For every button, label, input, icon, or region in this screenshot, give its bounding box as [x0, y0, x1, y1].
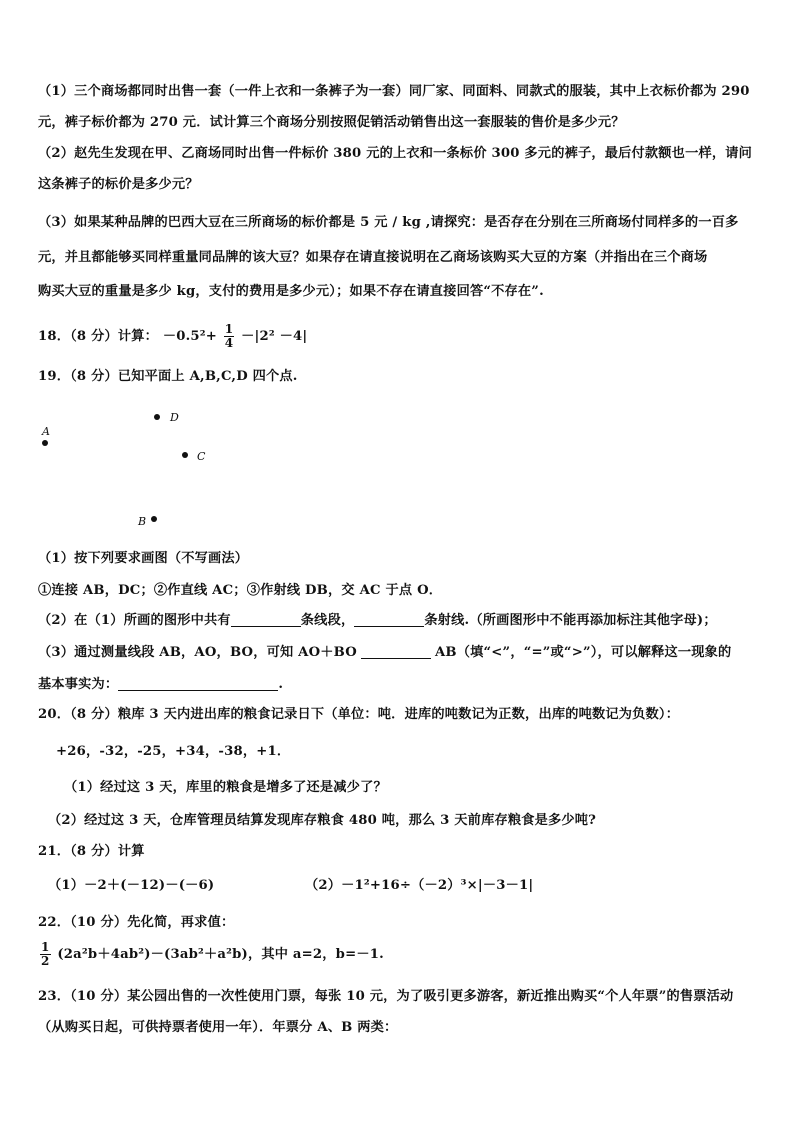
q21-expr2: （2）－1²+16÷（－2）³×|－3－1|: [305, 878, 534, 893]
q18-fraction: [224, 323, 235, 350]
answer-blank-segments[interactable]: [231, 612, 301, 627]
q18-expr-post: －|2² －4|: [241, 329, 308, 344]
q20-sub2: （2）经过这 3 天，仓库管理员结算发现库存粮食 480 吨，那么 3 天前库存粮食是多少吨?: [48, 813, 597, 828]
q20-sub1: （1）经过这 3 天，库里的粮食是增多了还是减少了？: [64, 780, 387, 795]
q19-sub2-post: 条射线.（所画图形中不能再添加标注其他字母)；: [424, 613, 717, 628]
q19-sub3-b: [38, 676, 764, 694]
q22-frac-num: 1: [41, 940, 50, 954]
point-label-c: C: [197, 450, 206, 463]
q18-line: [38, 323, 764, 350]
q19-sub3-b-post: .: [278, 677, 284, 692]
q17-part2-line2: 这条裤子的标价是多少元？: [38, 177, 199, 192]
q22-heading: 22．（10 分）先化简，再求值：: [38, 915, 235, 930]
q18-heading: 18．（8 分）计算：: [38, 329, 159, 344]
answer-blank-fact[interactable]: [118, 676, 278, 691]
q19-sub3: [38, 644, 764, 662]
q17-part1-line2: 元，裤子标价都为 270 元．试计算三个商场分别按照促销活动销售出这一套服装的售价是多少元？: [38, 115, 625, 130]
answer-blank-rays[interactable]: [354, 612, 424, 627]
q23-line2: （从购买日起，可供持票者使用一年）．年票分 A、B 两类：: [38, 1020, 398, 1035]
q20-data: +26，-32，-25，+34，-38，+1．: [56, 744, 291, 759]
q19-sub3-b-pre: 基本事实为：: [38, 677, 119, 692]
q21-expr1: （1）－2＋(－12)－(－6): [48, 878, 215, 893]
q19-heading: 19．（8 分）已知平面上 A,B,C,D 四个点.: [38, 369, 298, 384]
point-a-dot: [42, 440, 48, 446]
point-c-dot: [182, 452, 188, 458]
point-label-d: D: [170, 411, 179, 424]
q17-part3-line2: 元，并且都能够买同样重量同品牌的该大豆？如果存在请直接说明在乙商场该购买大豆的方案（并指出在三个商场: [38, 250, 708, 265]
q22-expr-line: [38, 940, 764, 970]
q18-frac-den: 4: [224, 336, 234, 350]
q17-part3-line1: （3）如果某种品牌的巴西大豆在三所商场的标价都是 5 元 / kg ,请探究：是否存在分别在三所商场付同样多的一百多: [38, 215, 739, 230]
q17-part1-line1: （1）三个商场都同时出售一套（一件上衣和一条裤子为一套）同厂家、同面料、同款式的服装，其中上衣标价都为 290: [38, 84, 750, 99]
point-label-b: B: [138, 515, 147, 528]
q18-frac-num: 1: [224, 322, 234, 336]
q18-expr-pre: －0.5²+: [162, 329, 217, 344]
q20-heading: 20．（8 分）粮库 3 天内进出库的粮食记录日下（单位：吨．进库的吨数记为正数，出库的吨数记为负数）：: [38, 707, 680, 722]
q19-sub1-items: ①连接 AB，DC；②作直线 AC；③作射线 DB，交 AC 于点 O．: [38, 583, 443, 598]
answer-blank-compare[interactable]: [361, 644, 431, 659]
q19-sub3-post: AB（填“<”，“=”或“>”），可以解释这一现象的: [434, 645, 732, 660]
q19-sub3-pre: （3）通过测量线段 AB，AO，BO，可知 AO＋BO: [38, 645, 357, 660]
point-b-dot: [151, 516, 157, 522]
q19-sub1: （1）按下列要求画图（不写画法）: [38, 551, 249, 566]
q17-part3-line3: 购买大豆的重量是多少 kg，支付的费用是多少元）；如果不存在请直接回答“不存在”.: [38, 284, 544, 299]
q17-part2-line1: （2）赵先生发现在甲、乙商场同时出售一件标价 380 元的上衣和一条标价 300 多元的裤子，最后付款额也一样，请问: [38, 146, 753, 161]
q22-fraction: [40, 941, 51, 968]
point-label-a: A: [42, 425, 50, 438]
q23-line1: 23．（10 分）某公园出售的一次性使用门票，每张 10 元，为了吸引更多游客，新近推出购买“个人年票”的售票活动: [38, 989, 734, 1004]
q22-expr: (2a²b＋4ab²)－(3ab²＋a²b)，其中 a=2，b=－1.: [57, 947, 384, 962]
q19-sub2-mid: 条线段，: [300, 613, 355, 628]
q22-frac-den: 2: [41, 954, 50, 968]
q21-heading: 21．（8 分）计算: [38, 844, 145, 859]
q19-sub2: [38, 612, 764, 630]
q19-sub2-pre: （2）在（1）所画的图形中共有: [38, 613, 231, 628]
point-d-dot: [154, 414, 160, 420]
